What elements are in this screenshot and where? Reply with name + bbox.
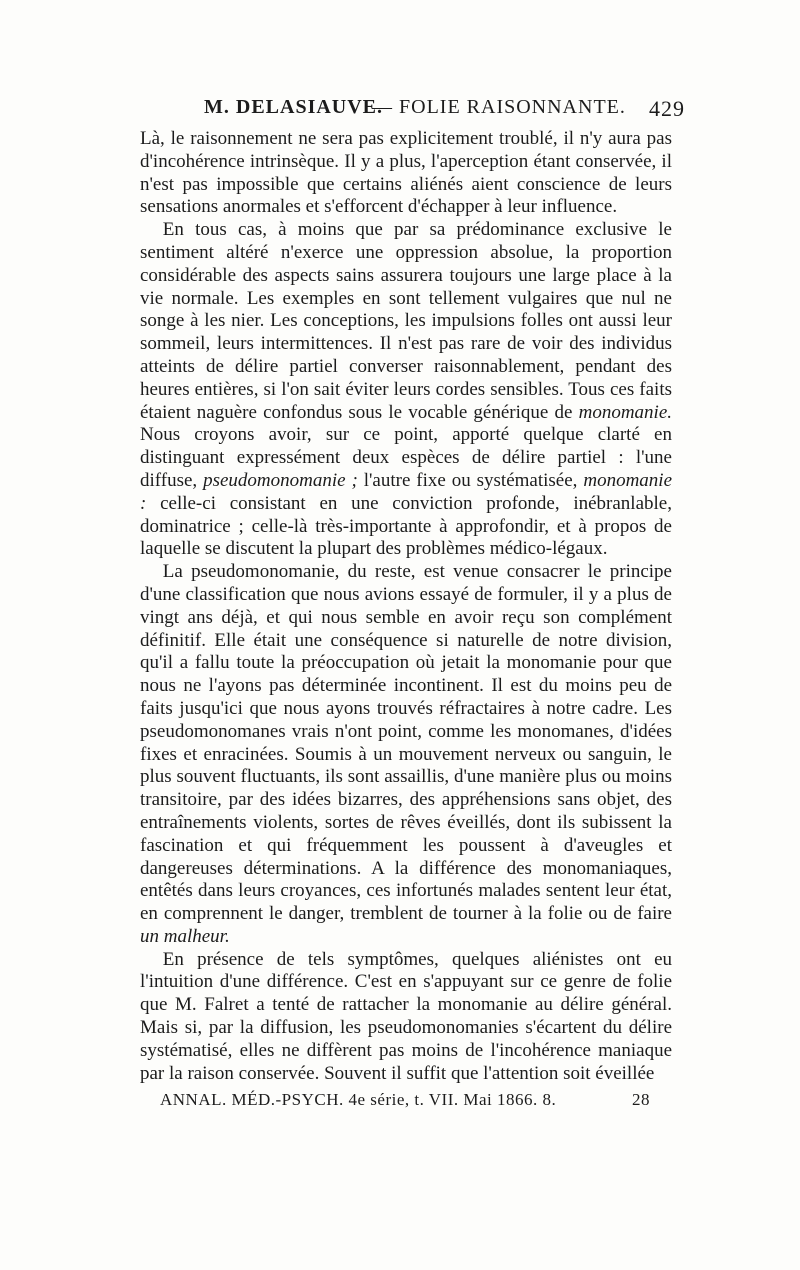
paragraph-3-text: La pseudomonomanie, du reste, est venue consacrer le principe d'une classification que nous avions essayé de formuler, il y a plus de vingt ans déjà, et qui nous semble en avoir reçu son complément définitif. Elle était une conséquence si naturelle de notre division, qu'il a fallu toute la préoccupation où jetait la monomanie pour que nous ne l'ayons pas déterminée incontinent. Il est du moins peu de faits jusqu'ici que nous ayons trouvés réfractaires à notre cadre. Les pseudomonomanes vrais n'ont point, comme les monomanes, d'idées fixes et enracinées. Soumis à un mouvement nerveux ou sanguin, le plus souvent fluctuants, ils sont assaillis, d'une manière plus ou moins transitoire, par des idées bizarres, des appréhensions sans objet, des entraînements violents, sortes de rêves éveillés, dont ils subissent la fascination et qui fréquemment les poussent à d'aveugles et dangereuses déterminations. A la différence des monomaniaques, entêtés dans leurs croyances, ces infortunés malades sentent leur état, en comprennent le danger, tremblent de tourner à la folie ou de faire — [140, 561, 672, 925]
running-head-title: — FOLIE RAISONNANTE. — [372, 96, 626, 118]
paragraph-2-text-b: Nous croyons avoir, sur ce point, apporté quelque clarté en distinguant expressément deux espèces de délire partiel : l'une diffuse, — [140, 424, 672, 491]
journal-reference: ANNAL. MÉD.-PSYCH. 4e série, t. VII. Mai 1866. 8. — [160, 1090, 557, 1109]
paragraph-2-text-a: En tous cas, à moins que par sa prédominance exclusive le sentiment altéré n'exerce une oppression absolue, la proportion considérable des aspects sains assurera toujours une large place à la vie normale. Les exemples en sont tellement vulgaires que nul ne songe à les nier. Les conceptions, les impulsions folles ont aussi leur sommeil, leurs intermittences. Il n'est pas rare de voir des individus atteints de délire partiel converser raisonnablement, pendant des heures entières, si l'on sait éviter leurs cordes sensibles. Tous ces faits étaient naguère confondus sous le vocable générique de — [140, 219, 672, 423]
term-monomanie: monomanie. — [578, 401, 672, 423]
term-malheur: un malheur. — [140, 925, 230, 947]
running-head — [140, 96, 685, 122]
paragraph-2-text-c: l'autre fixe ou systématisée, — [357, 469, 584, 491]
paragraph-1: Là, le raisonnement ne sera pas explicitement troublé, il n'y aura pas d'incohérence intrinsèque. Il y a plus, l'aperception étant conservée, il n'est pas impossible que certains aliénés aient conscience de leurs sensations anormales et s'efforcent d'échapper à leur influence. — [140, 128, 672, 218]
paragraph-4: En présence de tels symptômes, quelques aliénistes ont eu l'intuition d'une différence. C'est en s'appuyant sur ce genre de folie que M. Falret a tenté de rattacher la monomanie au délire général. Mais si, par la diffusion, les pseudomonomanies s'écartent du délire systématisé, elles ne diffèrent pas moins de l'incohérence maniaque par la raison conservée. Souvent il suffit que l'attention soit éveillée — [140, 948, 672, 1084]
paragraph-3 — [140, 561, 672, 949]
page-footer — [160, 1090, 650, 1114]
body-text — [140, 128, 672, 1085]
page-number: 429 — [649, 96, 685, 121]
term-monomanie-2: monomanie : — [140, 469, 672, 514]
signature-mark: 28 — [632, 1090, 650, 1109]
paragraph-2 — [140, 219, 672, 561]
paragraph-2-text-d: celle-ci consistant en une conviction profonde, inébranlable, dominatrice ; celle-là très-importante à approfondir, et à propos de laquelle se discutent la plupart des problèmes médico-légaux. — [140, 492, 672, 560]
running-head-author: M. DELASIAUVE. — [204, 96, 384, 118]
term-pseudomonomanie: pseudomonomanie ; — [203, 469, 358, 491]
